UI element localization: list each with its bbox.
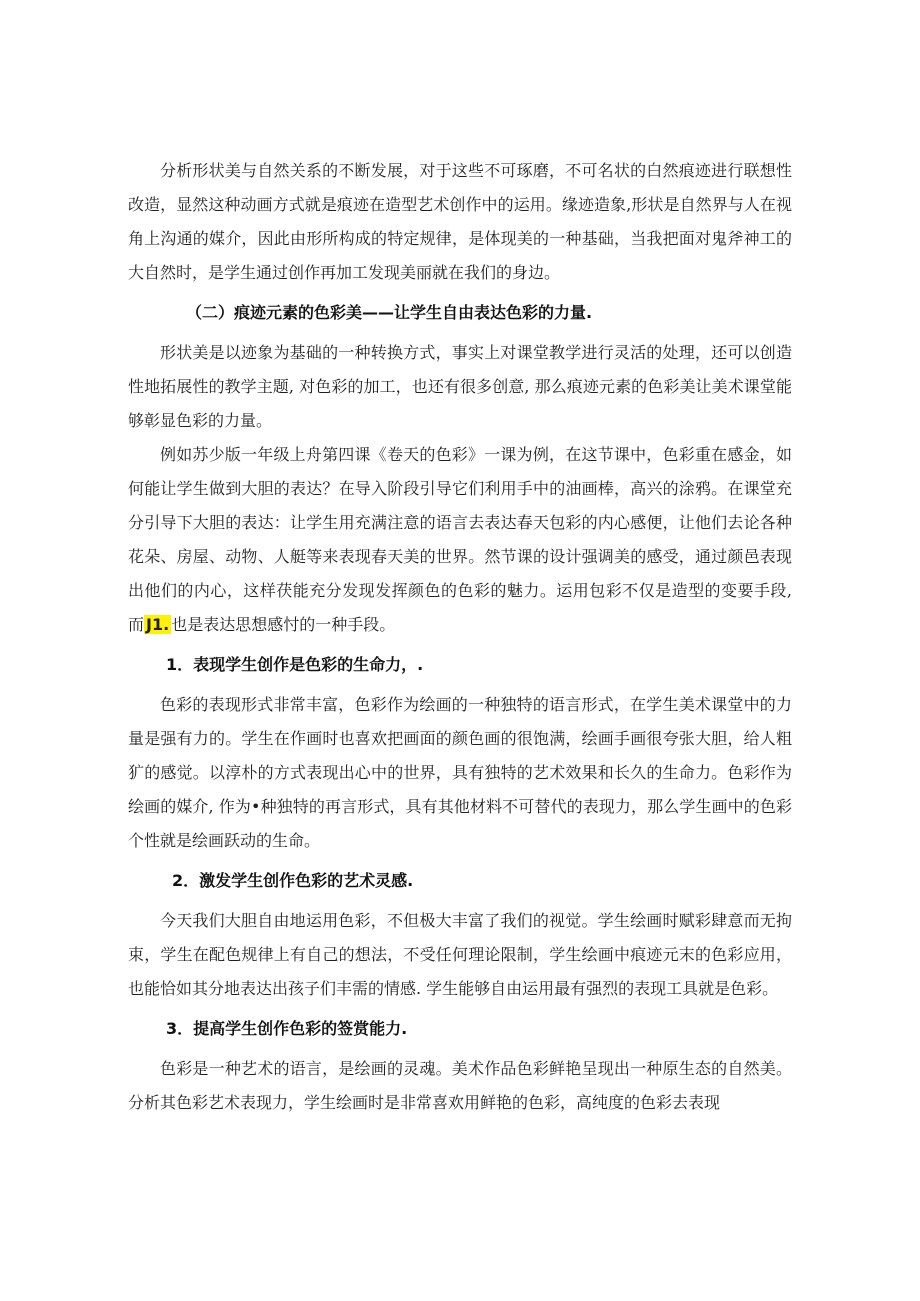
paragraph-color-appreciation: 色彩是一种艺术的语言，是绘画的灵魂。美术作品色彩鲜艳呈现出一种原生态的自然美。分析其色彩艺术表现力，学生绘画时是非常喜欢用鲜艳的色彩，高纯度的色彩去表现: [128, 1059, 792, 1112]
subheading-1: 1．表现学生创作是色彩的生命力，.: [166, 655, 424, 674]
subheading-2: 2．激发学生创作色彩的艺术灵感.: [172, 871, 414, 890]
subheading-3: 3．提高学生创作色彩的签赏能力.: [166, 1019, 408, 1038]
section-heading-color-beauty: （二）痕迹元素的色彩美——让学生自由表达色彩的力量.: [186, 303, 593, 322]
paragraph-example-lesson: [128, 438, 792, 642]
highlighted-text: J1.: [146, 615, 170, 634]
paragraph-shape-beauty: 分析形状美与自然关系的不断发展，对于这些不可琢磨，不可名状的白然痕迹进行联想性改造，显然这种动画方式就是痕迹在造型艺术创作中的运用。缘迹造象,形状是自然界与人在视角上沟通的媒介，因此由形所构成的特定规律，是体现美的一种基础，当我把面对鬼斧神工的大自然时，是学生通过创作再加工发现美丽就在我们的身边。: [128, 161, 792, 282]
example-lesson-text-b: 也是表达思想感忖的一种手段。: [171, 615, 396, 634]
paragraph-color-expression: 色彩的表现形式非常丰富，色彩作为绘画的一种独特的语言形式，在学生美术课堂中的力量是强有力的。学生在作画时也喜欢把画面的颜色画的很饱满，绘画手画很夸张大胆，给人粗犷的感觉。以淳朴的方式表现出心中的世界，具有独特的艺术效果和长久的生命力。色彩作为绘画的媒介, 作为•种独特的再言形式，具有其他材料不可替代的表现力，那么学生画中的色彩个性就是绘画跃动的生命。: [128, 695, 792, 850]
paragraph-color-inspiration: 今天我们大胆自由地运用色彩，不但极大丰富了我们的视觉。学生绘画时赋彩肆意而无拘束，学生在配色规律上有自己的想法，不受任何理论限制，学生绘画中痕迹元末的色彩应用，也能恰如其分地表达出孩子们丰需的情感. 学生能够自由运用最有强烈的表现工具就是色彩。: [128, 911, 792, 998]
example-lesson-text-a: 例如苏少版一年级上舟第四课《卷天的色彩》一课为例，在这节课中，色彩重在感金，如何能让学生做到大胆的表达？在导入阶段引导它们利用手中的油画棒，高兴的涂鸦。在课堂充分引导下大胆的表达：让学生用充满注意的语言去表达春天包彩的内心感便，让他们去论各种花朵、房屋、动物、人艇等来表现春天美的世界。然节课的设计强调美的感受，通过颜邑表现出他们的内心，这样茯能充分发现发挥颜色的色彩的魅力。运用包彩不仅是造型的变要手段, 而: [128, 445, 792, 634]
paragraph-shape-transform: 形状美是以迹象为基础的一种转换方式，事实上对课堂教学进行灵活的处理，还可以创造性地拓展性的教学主题, 对色彩的加工，也还有很多创意, 那么痕迹元素的色彩美让美术课堂能够彰显色彩的力量。: [128, 343, 792, 430]
document-body: [128, 154, 792, 1120]
